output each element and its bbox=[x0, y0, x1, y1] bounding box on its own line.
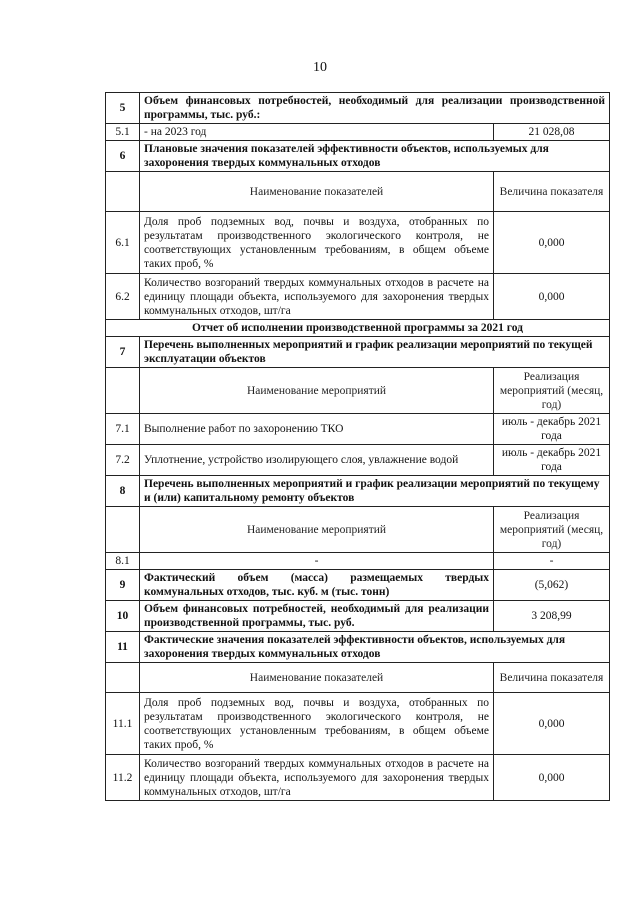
table-row bbox=[106, 632, 610, 663]
row-number: 11.2 bbox=[106, 755, 140, 801]
row-number: 6.2 bbox=[106, 274, 140, 320]
column-header-value: Величина показателя bbox=[494, 172, 610, 212]
row-number: 7 bbox=[106, 337, 140, 368]
column-header-name: Наименование мероприятий bbox=[140, 368, 494, 414]
row-value: 0,000 bbox=[494, 755, 610, 801]
row-value: 21 028,08 bbox=[494, 124, 610, 141]
table-header-row bbox=[106, 507, 610, 553]
row-text: Доля проб подземных вод, почвы и воздуха, отобранных по результатам производственного экологического контроля, не соответствующих установленным требованиям, в общем объеме таких проб, % bbox=[140, 212, 494, 274]
table-header-row bbox=[106, 368, 610, 414]
table-row bbox=[106, 212, 610, 274]
row-text: Объем финансовых потребностей, необходимый для реализации производственной программы, тыс. руб.: bbox=[140, 93, 610, 124]
row-text: - bbox=[140, 553, 494, 570]
row-number: 10 bbox=[106, 601, 140, 632]
table-row bbox=[106, 693, 610, 755]
row-number: 5 bbox=[106, 93, 140, 124]
row-number: 6.1 bbox=[106, 212, 140, 274]
row-number: 6 bbox=[106, 141, 140, 172]
row-number: 7.2 bbox=[106, 445, 140, 476]
row-text: Выполнение работ по захоронению ТКО bbox=[140, 414, 494, 445]
table-row bbox=[106, 414, 610, 445]
row-number: 9 bbox=[106, 570, 140, 601]
row-text: Количество возгораний твердых коммунальных отходов в расчете на единицу площади объекта, используемого для захоронения твердых коммунальных отходов, шт/га bbox=[140, 755, 494, 801]
table-row bbox=[106, 553, 610, 570]
column-header-name: Наименование мероприятий bbox=[140, 507, 494, 553]
row-text: Количество возгораний твердых коммунальных отходов в расчете на единицу площади объекта, используемого для захоронения твердых коммунальных отходов, шт/га bbox=[140, 274, 494, 320]
column-header-name: Наименование показателей bbox=[140, 172, 494, 212]
table-row bbox=[106, 570, 610, 601]
table-row bbox=[106, 93, 610, 124]
row-text: Фактические значения показателей эффективности объектов, используемых для захоронения твердых коммунальных отходов bbox=[140, 632, 610, 663]
row-number: 8.1 bbox=[106, 553, 140, 570]
row-number: 11.1 bbox=[106, 693, 140, 755]
table-row bbox=[106, 445, 610, 476]
table-header-row bbox=[106, 663, 610, 693]
row-value: 3 208,99 bbox=[494, 601, 610, 632]
table-row bbox=[106, 124, 610, 141]
row-text: Доля проб подземных вод, почвы и воздуха, отобранных по результатам производственного экологического контроля, не соответствующих установленным требованиям, в общем объеме таких проб, % bbox=[140, 693, 494, 755]
report-heading: Отчет об исполнении производственной программы за 2021 год bbox=[106, 320, 610, 337]
table-header-row bbox=[106, 172, 610, 212]
row-text: - на 2023 год bbox=[140, 124, 494, 141]
row-number: 11 bbox=[106, 632, 140, 663]
table-row bbox=[106, 476, 610, 507]
column-header-value: Величина показателя bbox=[494, 663, 610, 693]
row-number: 7.1 bbox=[106, 414, 140, 445]
page-number: 10 bbox=[313, 60, 327, 75]
table-row bbox=[106, 274, 610, 320]
table-row bbox=[106, 141, 610, 172]
row-text: Перечень выполненных мероприятий и график реализации мероприятий по текущему и (или) капитальному ремонту объектов bbox=[140, 476, 610, 507]
row-text: Фактический объем (масса) размещаемых твердых коммунальных отходов, тыс. куб. м (тыс. тонн) bbox=[140, 570, 494, 601]
row-value: 0,000 bbox=[494, 212, 610, 274]
row-text: Объем финансовых потребностей, необходимый для реализации производственной программы, тыс. руб. bbox=[140, 601, 494, 632]
row-value: - bbox=[494, 553, 610, 570]
column-header-name: Наименование показателей bbox=[140, 663, 494, 693]
row-text: Плановые значения показателей эффективности объектов, используемых для захоронения твердых коммунальных отходов bbox=[140, 141, 610, 172]
column-header-value: Реализация мероприятий (месяц, год) bbox=[494, 507, 610, 553]
row-text: Перечень выполненных мероприятий и график реализации мероприятий по текущей эксплуатации объектов bbox=[140, 337, 610, 368]
row-value: 0,000 bbox=[494, 693, 610, 755]
row-number: 8 bbox=[106, 476, 140, 507]
table-row bbox=[106, 601, 610, 632]
row-value: июль - декабрь 2021 года bbox=[494, 414, 610, 445]
row-number: 5.1 bbox=[106, 124, 140, 141]
row-value: 0,000 bbox=[494, 274, 610, 320]
column-header-value: Реализация мероприятий (месяц, год) bbox=[494, 368, 610, 414]
row-value: (5,062) bbox=[494, 570, 610, 601]
production-program-table bbox=[105, 92, 610, 801]
row-value: июль - декабрь 2021 года bbox=[494, 445, 610, 476]
row-text: Уплотнение, устройство изолирующего слоя, увлажнение водой bbox=[140, 445, 494, 476]
table-row bbox=[106, 755, 610, 801]
table-row bbox=[106, 337, 610, 368]
section-header-row bbox=[106, 320, 610, 337]
